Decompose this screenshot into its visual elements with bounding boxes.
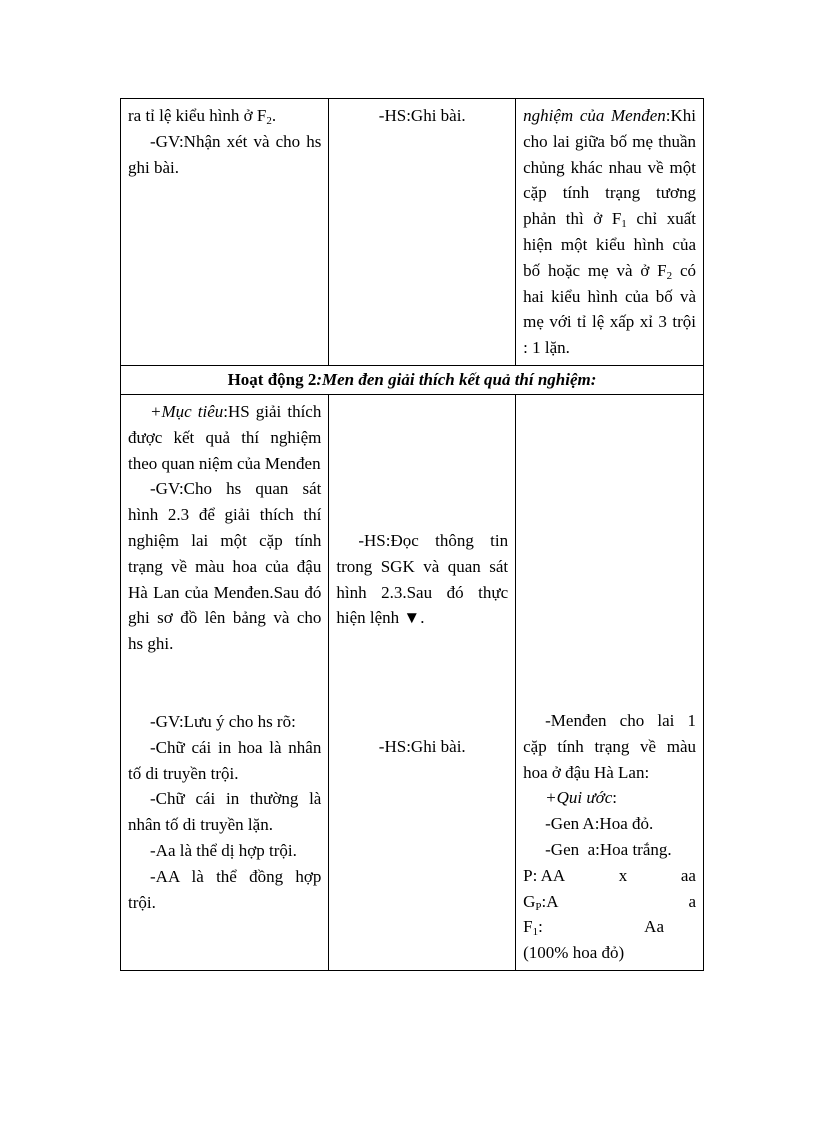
- paragraph: +Mục tiêu:HS giải thích được kết quả thí nghiệm theo quan niệm của Menđen: [128, 401, 322, 473]
- paragraph: -Gen a:Hoa trắng.: [545, 839, 672, 859]
- paragraph: -Aa là thể dị hợp trội.: [150, 840, 297, 860]
- paragraph: nghiệm của Menđen:Khi cho lai giữa bố mẹ thuần chủng khác nhau về một cặp tính trạng tương phản thì ở $F_1$ chỉ xuất hiện một kiểu hình của bố hoặc mẹ và ở $F_2$ có hai kiểu hình của bố và mẹ với tỉ lệ xấp xỉ 3 trội : 1 lặn.: [523, 106, 696, 358]
- cross-gp-row: $G_P:A$ a: [523, 891, 696, 913]
- table-row: [121, 365, 704, 394]
- paragraph: -HS:Ghi bài.: [378, 106, 466, 125]
- teacher-activity-cell: [121, 99, 329, 366]
- teacher-activity-cell: [121, 394, 329, 970]
- cross-p-row: P: AA x aa: [523, 865, 696, 885]
- table-row: [121, 99, 704, 366]
- activity-heading: Hoạt động 2:Men đen giải thích kết quả thí nghiệm:: [121, 365, 704, 394]
- paragraph: -GV:Cho hs quan sát hình 2.3 để giải thích thí nghiệm lai một cặp tính trạng về màu hoa của đậu Hà Lan của Menđen.Sau đó ghi sơ đồ lên bảng và cho hs ghi.: [128, 479, 322, 654]
- student-activity-cell: [329, 99, 516, 366]
- paragraph: (100% hoa đỏ): [523, 943, 625, 963]
- paragraph: -Chữ cái in hoa là nhân tố di truyền trội.: [128, 737, 322, 783]
- paragraph: -Gen A:Hoa đỏ.: [545, 814, 654, 834]
- spacer: [523, 399, 696, 708]
- spacer: [336, 631, 508, 734]
- content-cell: [516, 99, 704, 366]
- paragraph: -HS:Đọc thông tin trong SGK và quan sát hình 2.3.Sau đó thực hiện lệnh ▼.: [336, 530, 509, 628]
- paragraph: -GV:Nhận xét và cho hs ghi bài.: [128, 131, 322, 177]
- spacer: [128, 657, 321, 709]
- paragraph: -AA là thể đồng hợp trội.: [128, 866, 322, 912]
- paragraph: -GV:Lưu ý cho hs rõ:: [150, 711, 296, 731]
- table-row: [121, 394, 704, 970]
- spacer: [336, 399, 508, 528]
- paragraph: -Chữ cái in thường là nhân tố di truyền lặn.: [128, 789, 322, 835]
- content-cell: [516, 394, 704, 970]
- lesson-table: [120, 98, 704, 971]
- paragraph: -HS:Ghi bài.: [378, 737, 466, 757]
- paragraph: +Qui ước:: [545, 788, 617, 808]
- cross-f1-row: $F_1$: Aa: [523, 917, 664, 939]
- paragraph: -Menđen cho lai 1 cặp tính trạng về màu hoa ở đậu Hà Lan:: [523, 710, 696, 782]
- paragraph: ra tỉ lệ kiểu hình ở $F_2$.: [128, 106, 277, 127]
- student-activity-cell: [329, 394, 516, 970]
